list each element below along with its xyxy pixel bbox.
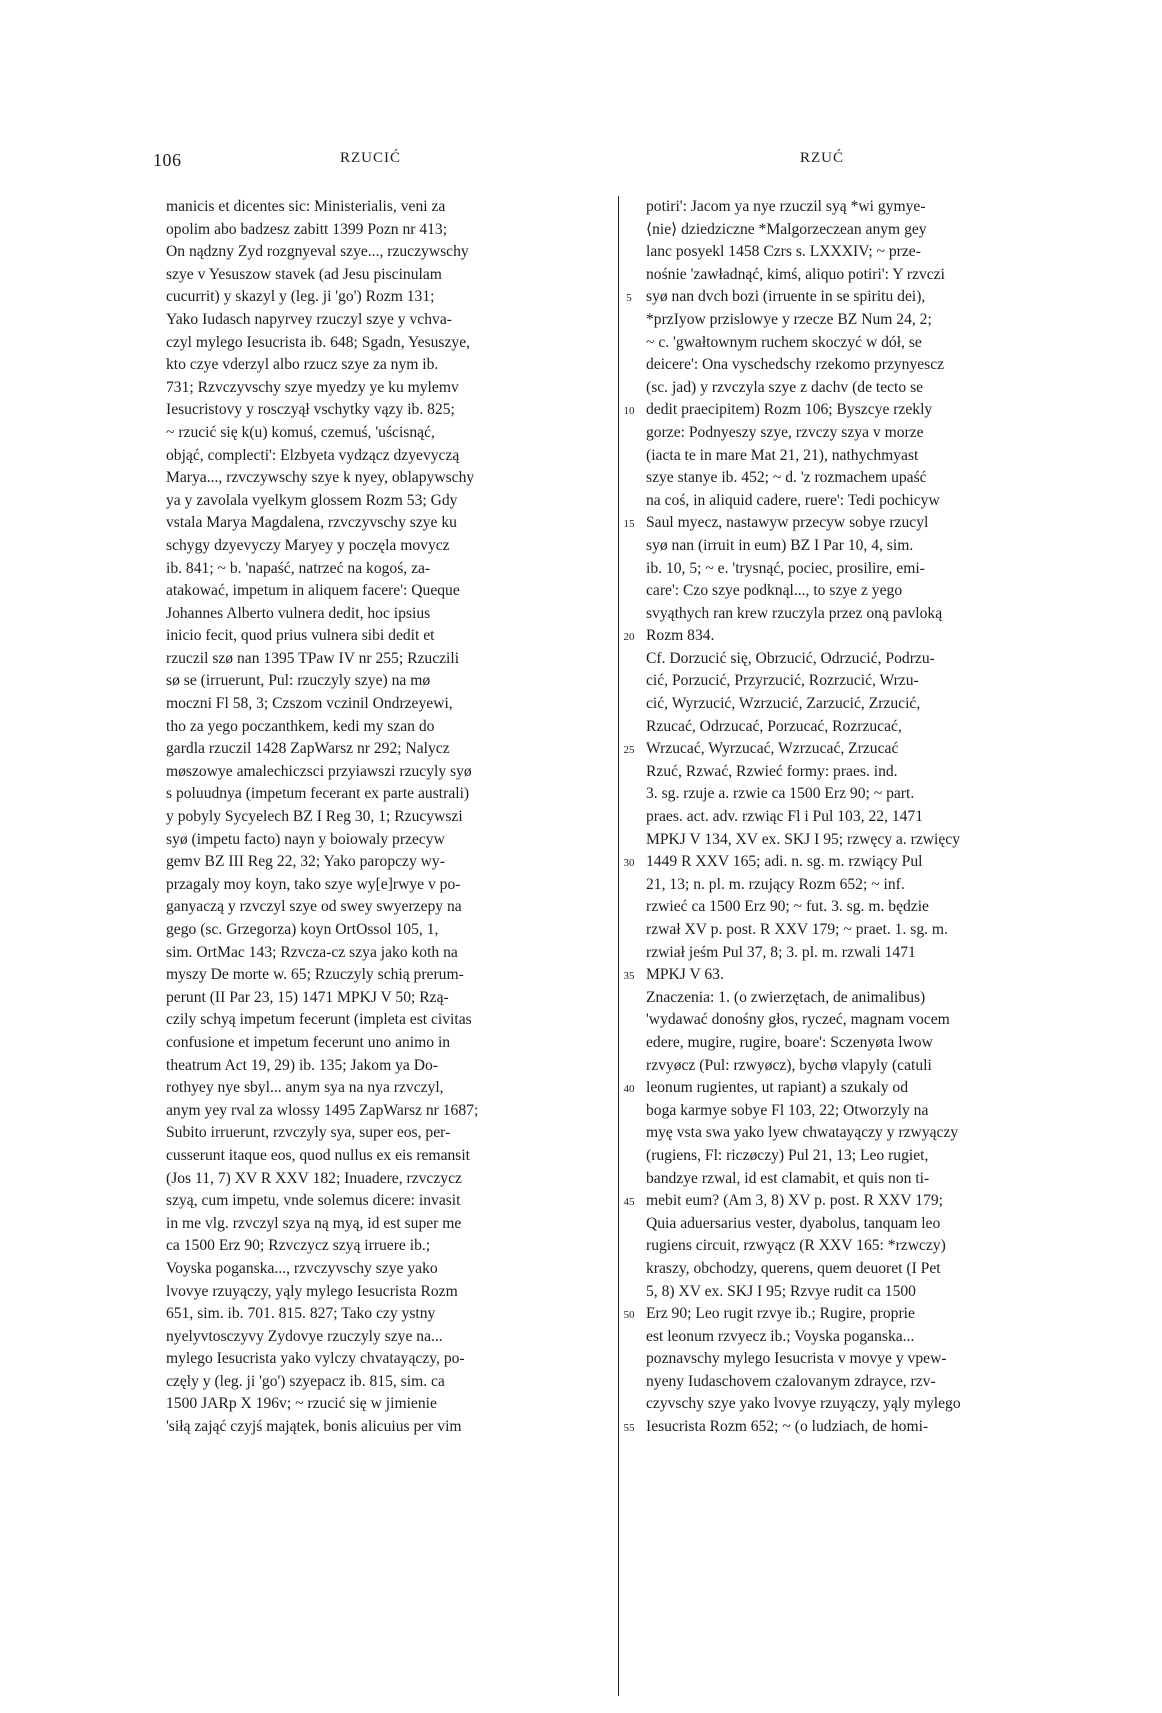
text-line: (sc. jad) y rzvczyla szye z dachv (de tecto se — [646, 378, 924, 396]
right-column — [646, 196, 1082, 1696]
line-number: 30 — [623, 857, 635, 870]
text-line: Rzuć, Rzwać, Rzwieć formy: praes. ind. — [646, 762, 898, 780]
line-number: 5 — [626, 292, 632, 305]
text-line: mebit eum? (Am 3, 8) XV p. post. R XXV 179; — [646, 1192, 943, 1210]
text-line: syø nan (irruit in eum) BZ I Par 10, 4, sim. — [646, 536, 914, 554]
text-line: gorze: Podnyeszy szye, rzvczy szya v morze — [646, 423, 924, 441]
text-line: czily schyą impetum fecerunt (impleta est civitas — [166, 1011, 472, 1029]
text-line: Johannes Alberto vulnera dedit, hoc ipsius — [166, 604, 431, 622]
text-line: svyąthych ran krew rzuczyla przez oną pavloką — [646, 604, 943, 622]
text-line: kraszy, obchodzy, querens, quem deuoret (I Pet — [646, 1259, 941, 1277]
text-line: ca 1500 Erz 90; Rzvczycz szyą irruere ib.; — [166, 1237, 431, 1255]
text-line: vstala Marya Magdalena, rzvczyvschy szye ku — [166, 514, 457, 532]
text-line: care': Czo szye podknąl..., to szye z yego — [646, 582, 903, 600]
text-line: mylego Iesucrista yako vylczy chvatayączy, po- — [166, 1350, 465, 1368]
running-headword-right: RZUĆ — [800, 150, 845, 166]
text-line: 'siłą zająć czyjś majątek, bonis alicuius per vim — [166, 1418, 462, 1436]
text-line: (Jos 11, 7) XV R XXV 182; Inuadere, rzvczycz — [166, 1169, 462, 1187]
text-line: (rugiens, Fl: riczøczy) Pul 21, 13; Leo rugiet, — [646, 1146, 929, 1164]
text-line: szye v Yesuszow stavek (ad Jesu piscinulam — [166, 265, 442, 283]
text-line: czyvschy szye yako lvovye rzuyączy, yąly mylego — [646, 1395, 961, 1413]
line-number: 40 — [623, 1083, 635, 1096]
text-line: sø se (irruerunt, Pul: rzuczyly szye) na mø — [166, 672, 431, 690]
text-line: leonum rugientes, ut rapiant) a szukaly od — [646, 1079, 908, 1097]
text-line: Cf. Dorzucić się, Obrzucić, Odrzucić, Podrzu- — [646, 649, 935, 667]
text-line: 1500 JARp X 196v; ~ rzucić się w jimienie — [166, 1395, 437, 1413]
text-line: cucurrit) y skazyl y (leg. ji 'go') Rozm 131; — [166, 288, 435, 306]
text-line: dedit praecipitem) Rozm 106; Byszcye rzekly — [646, 401, 933, 419]
text-line: 5, 8) XV ex. SKJ I 95; Rzvye rudit ca 1500 — [646, 1282, 916, 1300]
text-line: 731; Rzvczyvschy szye myedzy ye ku mylemv — [166, 378, 459, 396]
text-line: cić, Wyrzucić, Wzrzucić, Zarzucić, Zrzucić, — [646, 695, 921, 713]
text-line: anym yey rval za wlossy 1495 ZapWarsz nr 1687; — [166, 1101, 479, 1119]
text-line: 'wydawać donośny głos, ryczeć, magnam vocem — [646, 1011, 950, 1029]
text-line: MPKJ V 63. — [646, 966, 724, 984]
text-line: ganyaczą y rzvczyl szye od swey swyerzepy na — [166, 898, 462, 916]
text-line: gemv BZ III Reg 22, 32; Yako paropczy wy- — [166, 853, 445, 871]
text-line: rzwał XV p. post. R XXV 179; ~ praet. 1. sg. m. — [646, 921, 948, 938]
text-line: boga karmye sobye Fl 103, 22; Otworzyly na — [646, 1101, 929, 1119]
text-line: ~ c. 'gwałtownym ruchem skoczyć w dół, se — [646, 333, 922, 351]
text-line: 21, 13; n. pl. m. rzujący Rozm 652; ~ inf. — [646, 875, 905, 893]
line-number: 20 — [623, 631, 635, 644]
text-line: s poluudnya (impetum fecerant ex parte australi) — [166, 785, 470, 803]
text-line: ⟨nie⟩ dziedziczne *Malgorzeczean anym gey — [646, 220, 927, 238]
text-line: in me vlg. rzvczyl szya ną myą, id est super me — [166, 1214, 462, 1232]
line-number: 25 — [623, 744, 635, 757]
running-headword-left: RZUCIĆ — [340, 150, 402, 166]
text-line: 651, sim. ib. 701. 815. 827; Tako czy ystny — [166, 1305, 436, 1323]
text-line: manicis et dicentes sic: Ministerialis, veni za — [166, 198, 446, 215]
line-number: 55 — [623, 1422, 635, 1435]
text-line: Quia aduersarius vester, dyabolus, tanquam leo — [646, 1214, 941, 1232]
text-line: 3. sg. rzuje a. rzwie ca 1500 Erz 90; ~ part. — [646, 785, 915, 803]
text-line: lvovye rzuyączy, yąly mylego Iesucrista Rozm — [166, 1282, 458, 1300]
text-line: Erz 90; Leo rugit rzvye ib.; Rugire, proprie — [646, 1305, 915, 1323]
text-line: cić, Porzucić, Przyrzucić, Rozrzucić, Wrzu- — [646, 672, 919, 690]
text-line: opolim abo badzesz zabitt 1399 Pozn nr 413; — [166, 220, 448, 238]
text-line: Rozm 834. — [646, 627, 715, 645]
text-line: syø (impetu facto) nayn y boiowaly przecyw — [166, 830, 445, 848]
text-line: (iacta te in mare Mat 21, 21), nathychmyast — [646, 446, 919, 464]
text-line: perunt (II Par 23, 15) 1471 MPKJ V 50; Rzą- — [166, 988, 449, 1006]
text-line: praes. act. adv. rzwiąc Fl i Pul 103, 22, 1471 — [646, 808, 924, 826]
text-line: rugiens circuit, rzwyącz (R XXV 165: *rzwczy) — [646, 1237, 946, 1255]
page-header — [0, 150, 1162, 178]
text-line: theatrum Act 19, 29) ib. 135; Jakom ya Do- — [166, 1056, 438, 1074]
text-line: est leonum rzvyecz ib.; Voyska poganska... — [646, 1327, 915, 1345]
line-number: 50 — [623, 1309, 635, 1322]
line-number: 10 — [623, 405, 635, 418]
text-line: ib. 841; ~ b. 'napaść, natrzeć na kogoś, za- — [166, 559, 431, 577]
text-line: Marya..., rzvczywschy szye k nyey, oblapywschy — [166, 469, 475, 487]
text-line: deicere': Ona vyschedschy rzekomo przynyescz — [646, 356, 945, 374]
text-line: szyą, cum impetu, vnde solemus dicere: invasit — [166, 1192, 461, 1210]
text-line: *przIyow przislowye y rzecze BZ Num 24, 2; — [646, 310, 932, 328]
text-line: atakować, impetum in aliquem facere': Queque — [166, 582, 460, 600]
text-line: Yako Iudasch napyrvey rzuczyl szye y vchva- — [166, 310, 452, 328]
text-line: moczni Fl 58, 3; Czszom vczinil Ondrzeyewi, — [166, 695, 453, 713]
text-line: na coś, in aliquid cadere, ruere': Tedi pochicyw — [646, 491, 940, 509]
text-line: myę vsta swa yako lyew chwatayączy y rzwyączy — [646, 1124, 959, 1142]
text-line: Wrzucać, Wyrzucać, Wzrzucać, Zrzucać — [646, 740, 899, 758]
text-line: myszy De morte w. 65; Rzuczyly schią prerum- — [166, 966, 464, 984]
text-line: potiri': Jacom ya nye rzuczil syą *wi gymye- — [646, 198, 926, 215]
text-line: inicio fecit, quod prius vulnera sibi dedit et — [166, 627, 435, 645]
text-line: nośnie 'zawładnąć, kimś, aliquo potiri': Y rzvczi — [646, 265, 945, 283]
left-column — [166, 196, 606, 1696]
text-line: czyl mylego Iesucrista ib. 648; Sgadn, Yesuszye, — [166, 333, 471, 351]
line-number: 35 — [623, 970, 635, 983]
text-line: przagaly moy koyn, tako szye wy[e]rwye v po- — [166, 875, 461, 893]
text-line: rzwiał jeśm Pul 37, 8; 3. pl. m. rzwali 1471 — [646, 943, 916, 961]
text-line: MPKJ V 134, XV ex. SKJ I 95; rzwęcy a. rzwięcy — [646, 830, 960, 848]
text-line: gardla rzuczil 1428 ZapWarsz nr 292; Nalycz — [166, 740, 450, 758]
text-line: szye stanye ib. 452; ~ d. 'z rozmachem upaść — [646, 469, 927, 487]
text-line: Voyska poganska..., rzvczyvschy szye yako — [166, 1259, 438, 1277]
line-number: 15 — [623, 518, 635, 531]
text-line: ~ rzucić się k(u) komuś, czemuś, 'uścisnąć, — [166, 423, 435, 441]
text-line: częly y (leg. ji 'go') szyepacz ib. 815, sim. ca — [166, 1372, 445, 1390]
text-line: edere, mugire, rugire, boare': Sczenyøta lwow — [646, 1033, 933, 1051]
page-number: 106 — [153, 150, 182, 170]
text-line: syø nan dvch bozi (irruente in se spiritu dei), — [646, 288, 926, 306]
text-line: kto czye vderzyl albo rzucz szye za nym ib. — [166, 356, 439, 374]
text-line: Iesucristovy y rosczyął vschytky vązy ib. 825; — [166, 401, 455, 419]
text-line: rzvyøcz (Pul: rzwyøcz), bychø vlapyly (catuli — [646, 1056, 932, 1074]
text-line: sim. OrtMac 143; Rzvcza-cz szya jako koth na — [166, 943, 458, 961]
text-line: bandzye rzwal, id est clamabit, et quis non ti- — [646, 1169, 930, 1187]
text-line: ib. 10, 5; ~ e. 'trysnąć, pociec, prosilire, emi- — [646, 559, 925, 577]
text-line: objąć, complecti': Elzbyeta vydzącz dzyevyczą — [166, 446, 460, 464]
text-line: rzuczil szø nan 1395 TPaw IV nr 255; Rzuczili — [166, 649, 460, 667]
text-line: gego (sc. Grzegorza) koyn OrtOssol 105, 1, — [166, 921, 439, 938]
text-line: Subito irruerunt, rzvczyly sya, super eos, per- — [166, 1124, 451, 1142]
text-line: møszowye amalechiczsci przyiawszi rzucyly syø — [166, 762, 472, 780]
text-line: 1449 R XXV 165; adi. n. sg. m. rzwiący Pul — [646, 853, 923, 871]
text-line: cusserunt itaque eos, quod nullus ex eis remansit — [166, 1146, 471, 1164]
text-line: On nądzny Zyd rozgnyeval szye..., rzuczywschy — [166, 243, 469, 261]
text-line: Iesucrista Rozm 652; ~ (o ludziach, de homi- — [646, 1418, 929, 1436]
text-line: confusione et impetum fecerunt uno animo in — [166, 1033, 451, 1051]
text-line: lanc posyekl 1458 Czrs s. LXXXIV; ~ prze- — [646, 243, 921, 261]
text-line: Rzucać, Odrzucać, Porzucać, Rozrzucać, — [646, 717, 902, 735]
text-line: schygy dzyevyczy Maryey y poczęla movycz — [166, 536, 450, 554]
text-line: nyelyvtosczyvy Zydovye rzuczyly szye na... — [166, 1327, 443, 1345]
text-line: rzwieć ca 1500 Erz 90; ~ fut. 3. sg. m. będzie — [646, 898, 929, 916]
text-line: rothyey nye sbyl... anym sya na nya rzvczyl, — [166, 1079, 444, 1097]
text-line: ya y zavolala vyelkym glossem Rozm 53; Gdy — [166, 491, 458, 509]
text-line: Saul myecz, nastawyw przecyw sobye rzucyl — [646, 514, 929, 532]
text-line: nyeny Iudaschovem czalovanym zdrayce, rzv- — [646, 1372, 936, 1390]
line-number-gutter — [618, 196, 639, 1696]
text-line: poznavschy mylego Iesucrista v movye y vpew- — [646, 1350, 947, 1368]
text-line: y pobyly Sycyelech BZ I Reg 30, 1; Rzucywszi — [166, 808, 463, 826]
line-number: 45 — [623, 1196, 635, 1209]
text-line: Znaczenia: 1. (o zwierzętach, de animalibus) — [646, 988, 926, 1006]
text-line: tho za yego poczanthkem, kedi my szan do — [166, 717, 435, 735]
